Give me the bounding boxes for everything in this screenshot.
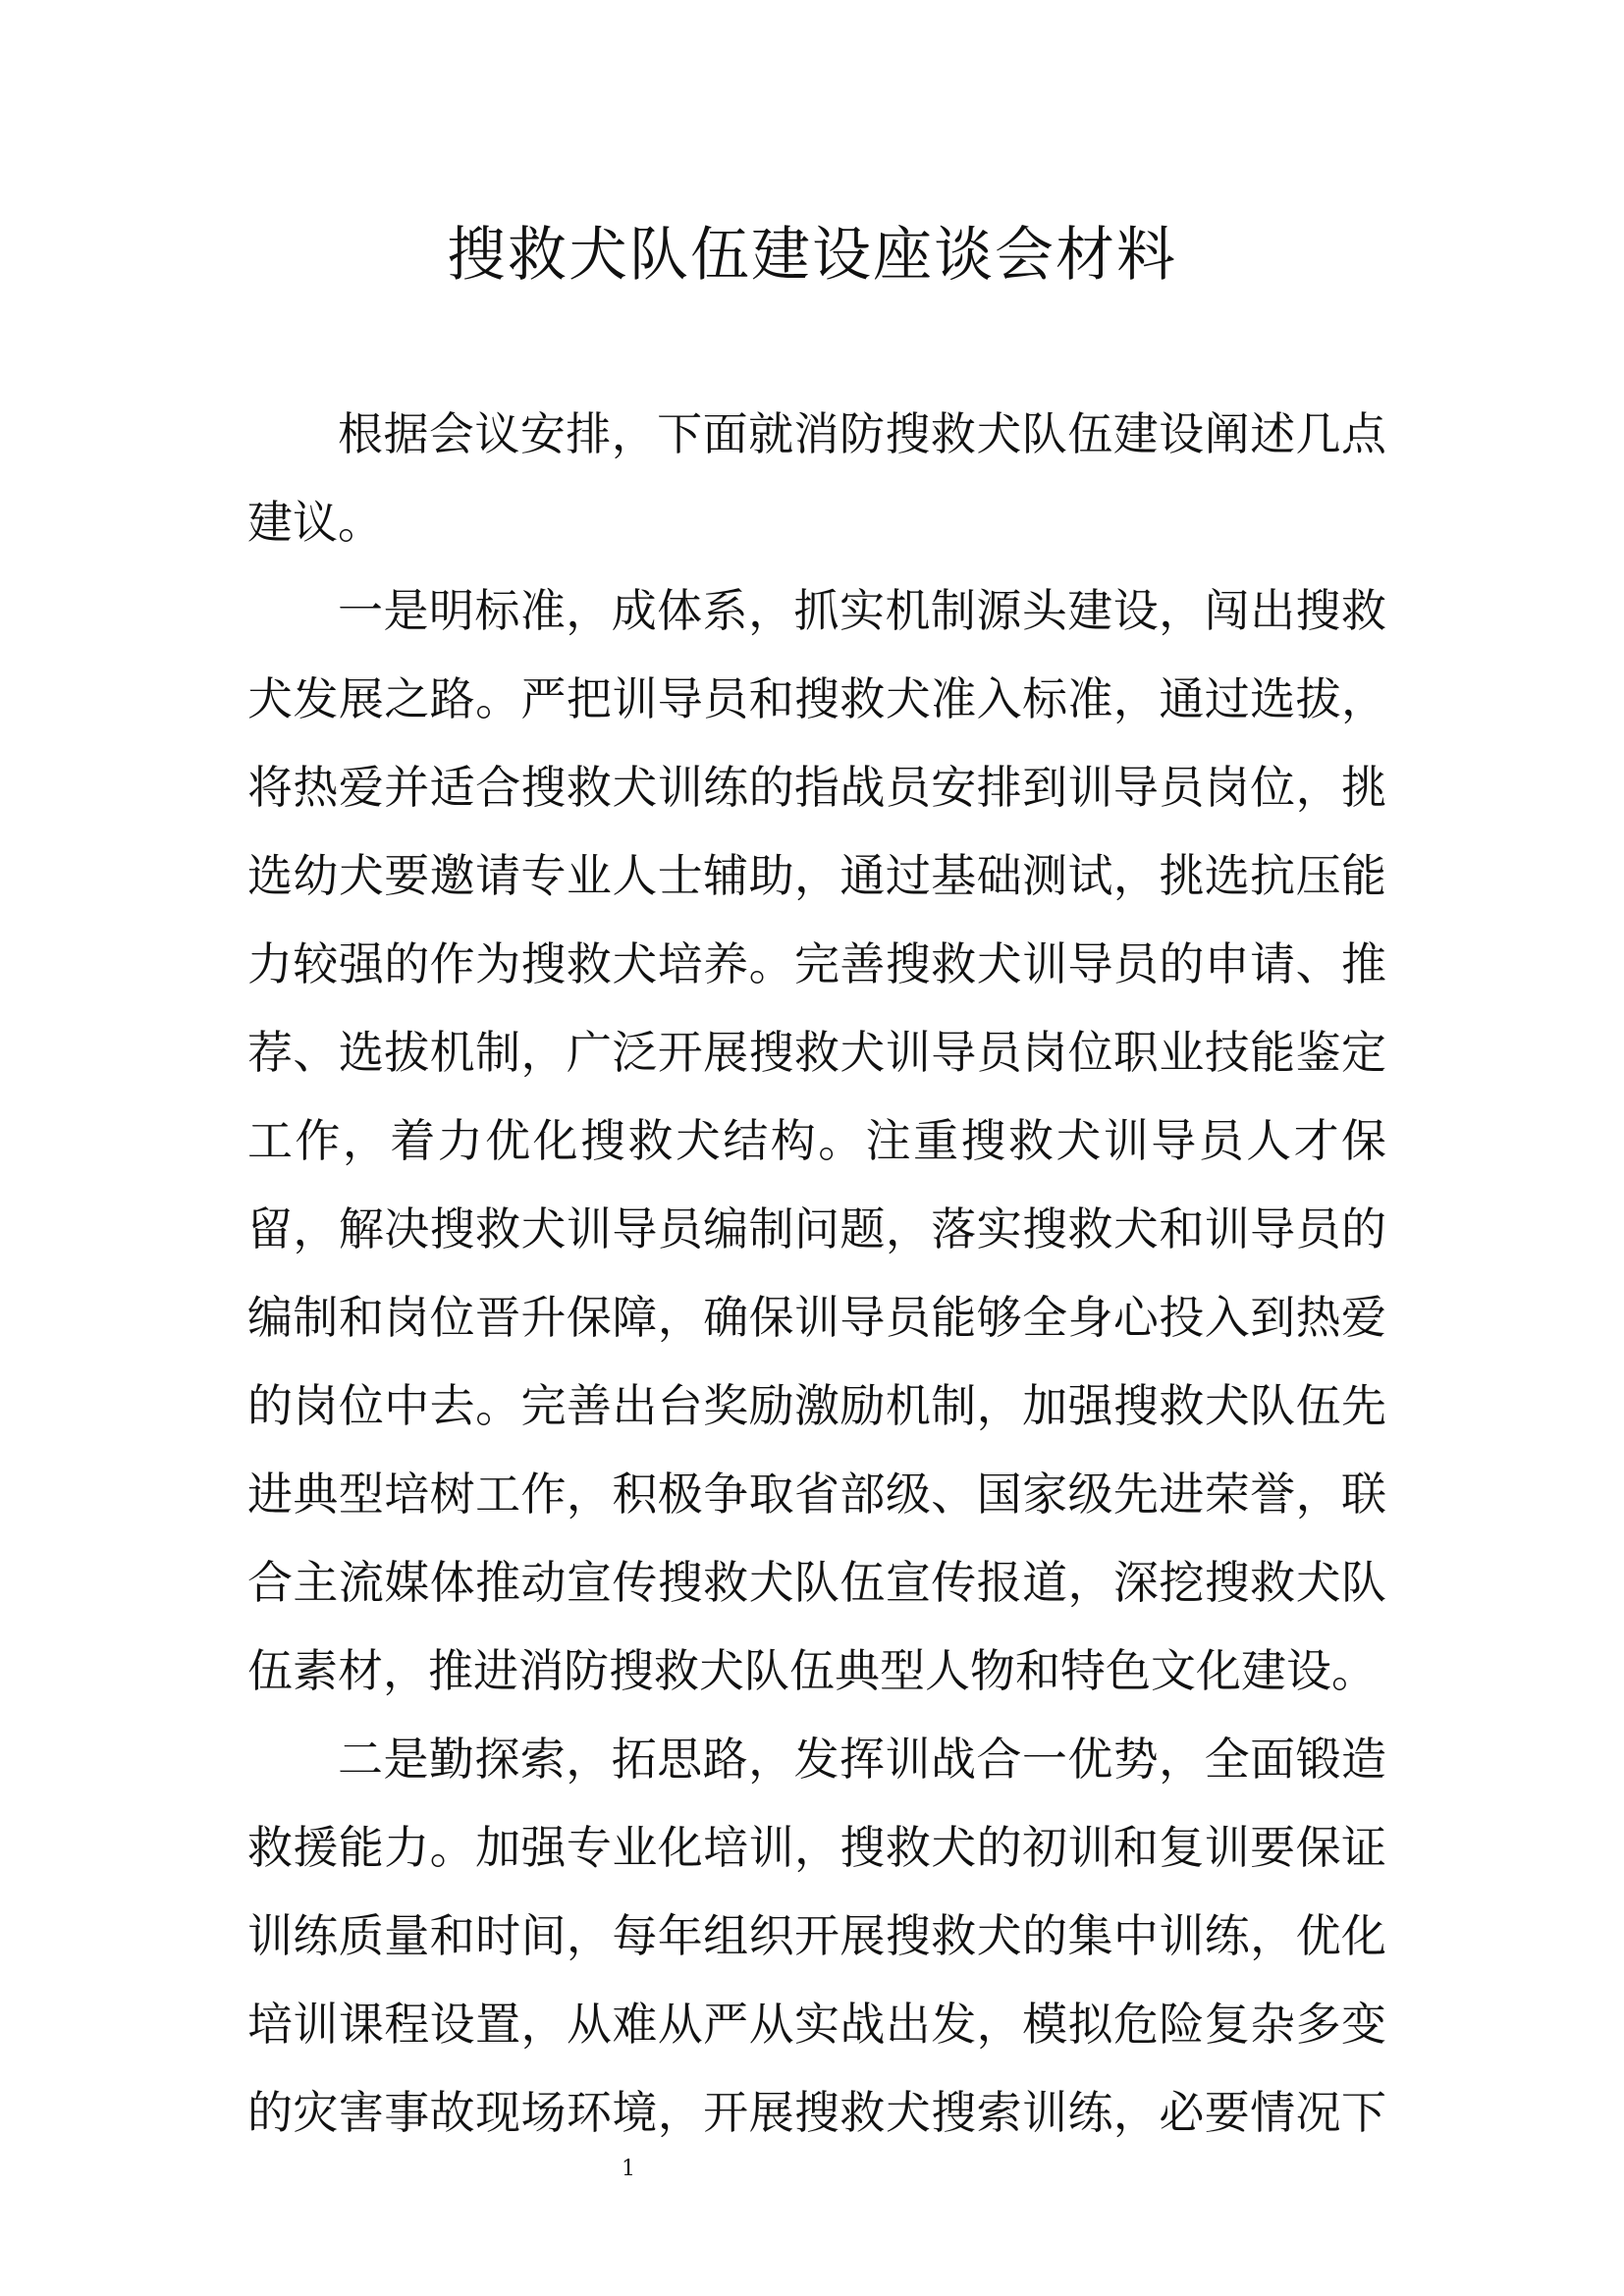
paragraph-line: 训练质量和时间，每年组织开展搜救犬的集中训练，优化 bbox=[247, 1909, 1386, 1962]
paragraph-line: 荐、选拔机制，广泛开展搜救犬训导员岗位职业技能鉴定 bbox=[247, 1026, 1386, 1079]
paragraph-line: 力较强的作为搜救犬培养。完善搜救犬训导员的申请、推 bbox=[247, 937, 1386, 990]
paragraph-line: 工作，着力优化搜救犬结构。注重搜救犬训导员人才保 bbox=[247, 1114, 1386, 1167]
page-number: 1 bbox=[622, 2157, 635, 2181]
paragraph-line: 二是勤探索，拓思路，发挥训战合一优势，全面锻造 bbox=[338, 1733, 1386, 1786]
paragraph-line: 根据会议安排，下面就消防搜救犬队伍建设阐述几点 bbox=[338, 407, 1386, 460]
paragraph-line: 进典型培树工作，积极争取省部级、国家级先进荣誉，联 bbox=[247, 1468, 1386, 1521]
paragraph-line: 合主流媒体推动宣传搜救犬队伍宣传报道，深挖搜救犬队 bbox=[247, 1556, 1386, 1609]
paragraph-line: 将热爱并适合搜救犬训练的指战员安排到训导员岗位，挑 bbox=[247, 761, 1386, 814]
paragraph-line: 编制和岗位晋升保障，确保训导员能够全身心投入到热爱 bbox=[247, 1291, 1386, 1344]
document-title: 搜救犬队伍建设座谈会材料 bbox=[447, 221, 1177, 290]
paragraph-line: 一是明标准，成体系，抓实机制源头建设，闯出搜救 bbox=[338, 584, 1386, 637]
paragraph-line: 培训课程设置，从难从严从实战出发，模拟危险复杂多变 bbox=[247, 1998, 1386, 2051]
paragraph-line: 伍素材，推进消防搜救犬队伍典型人物和特色文化建设。 bbox=[247, 1644, 1377, 1697]
paragraph-line: 选幼犬要邀请专业人士辅助，通过基础测试，挑选抗压能 bbox=[247, 849, 1386, 902]
paragraph-line: 救援能力。加强专业化培训，搜救犬的初训和复训要保证 bbox=[247, 1821, 1386, 1874]
paragraph-line: 犬发展之路。严把训导员和搜救犬准入标准，通过选拔， bbox=[247, 672, 1386, 725]
paragraph-line: 建议。 bbox=[247, 496, 383, 549]
paragraph-line: 的岗位中去。完善出台奖励激励机制，加强搜救犬队伍先 bbox=[247, 1379, 1386, 1432]
paragraph-line: 留，解决搜救犬训导员编制问题，落实搜救犬和训导员的 bbox=[247, 1202, 1386, 1255]
paragraph-line: 的灾害事故现场环境，开展搜救犬搜索训练，必要情况下 bbox=[247, 2086, 1386, 2139]
